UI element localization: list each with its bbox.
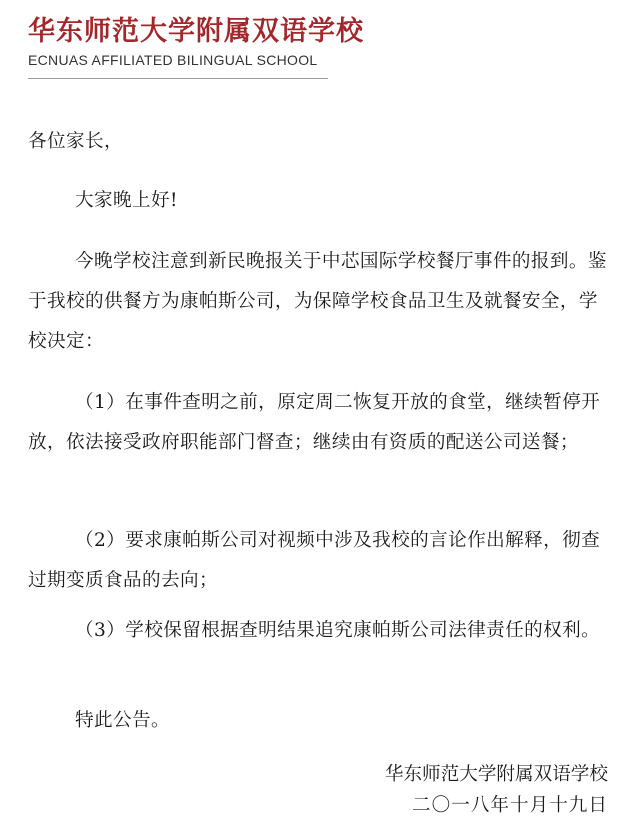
signature-organization: 华东师范大学附属双语学校 xyxy=(384,764,608,785)
decision-item-1: （1）在事件查明之前，原定周二恢复开放的食堂，继续暂停开放，依法接受政府职能部门督查；继续由有资质的配送公司送餐； xyxy=(28,392,601,453)
school-name-chinese: 华东师范大学附属双语学校 xyxy=(28,16,364,47)
letterhead-divider xyxy=(28,78,328,79)
decision-item-3: （3）学校保留根据查明结果追究康帕斯公司法律责任的权利。 xyxy=(75,620,601,641)
salutation: 各位家长， xyxy=(28,131,123,152)
notice-closing: 特此公告。 xyxy=(75,710,170,731)
opening-paragraph: 今晚学校注意到新民晚报关于中芯国际学校餐厅事件的报到。鉴于我校的供餐方为康帕斯公司，为保障学校食品卫生及就餐安全，学校决定： xyxy=(28,251,607,352)
signature-date: 二〇一八年十月十九日 xyxy=(412,795,608,816)
school-name-english: ECNUAS AFFILIATED BILINGUAL SCHOOL xyxy=(28,52,318,68)
greeting: 大家晚上好! xyxy=(75,190,178,211)
decision-item-2: （2）要求康帕斯公司对视频中涉及我校的言论作出解释，彻查过期变质食品的去向； xyxy=(28,530,601,591)
letterhead xyxy=(28,14,364,68)
